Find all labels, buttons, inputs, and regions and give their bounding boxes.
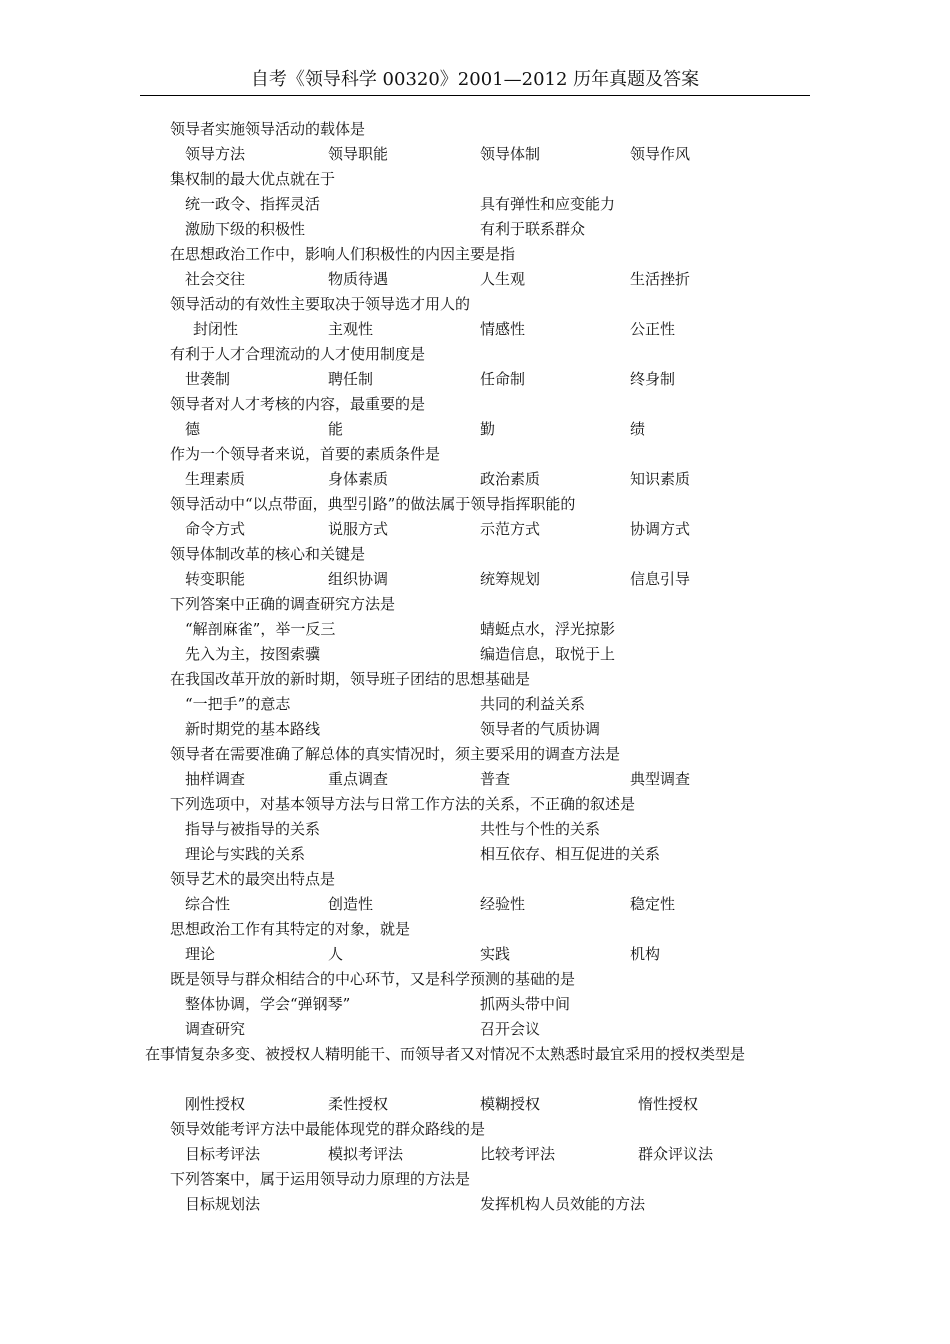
option-row: [0, 417, 950, 442]
question-stem: 既是领导与群众相结合的中心环节，又是科学预测的基础的是: [170, 970, 576, 988]
option-text: 刚性授权: [185, 1095, 246, 1113]
question-stem: 在思想政治工作中，影响人们积极性的内因主要是指: [170, 245, 516, 263]
option-row: [0, 517, 950, 542]
question-stem: 作为一个领导者来说，首要的素质条件是: [170, 445, 441, 463]
option-text: 调查研究: [185, 1020, 246, 1038]
option-row: [0, 942, 950, 967]
option-text: “解剖麻雀”，举一反三: [185, 620, 336, 638]
option-text: 抽样调查: [185, 770, 246, 788]
option-text: 公正性: [630, 320, 676, 338]
question-stem: 集权制的最大优点就在于: [170, 170, 336, 188]
option-text: 人: [328, 945, 344, 963]
option-row: [0, 817, 950, 842]
option-text: 说服方式: [328, 520, 389, 538]
option-row: [0, 892, 950, 917]
option-text: 有利于联系群众: [480, 220, 586, 238]
option-row: [0, 692, 950, 717]
option-text: 政治素质: [480, 470, 541, 488]
option-text: 生理素质: [185, 470, 246, 488]
option-text: 统筹规划: [480, 570, 541, 588]
question-stem: 领导活动的有效性主要取决于领导选才用人的: [170, 295, 471, 313]
option-text: 领导方法: [185, 145, 246, 163]
option-text: 机构: [630, 945, 661, 963]
option-text: 理论: [185, 945, 216, 963]
question-stem: 领导效能考评方法中最能体现党的群众路线的是: [170, 1120, 486, 1138]
option-text: 转变职能: [185, 570, 246, 588]
option-text: 稳定性: [630, 895, 676, 913]
option-row: [0, 192, 950, 217]
option-text: 指导与被指导的关系: [185, 820, 321, 838]
option-text: 领导体制: [480, 145, 541, 163]
option-row: [0, 842, 950, 867]
option-text: 经验性: [480, 895, 526, 913]
option-text: 模糊授权: [480, 1095, 541, 1113]
option-text: 目标规划法: [185, 1195, 261, 1213]
option-row: [0, 267, 950, 292]
option-text: 主观性: [328, 320, 374, 338]
option-text: 勤: [480, 420, 496, 438]
question-stem: 领导艺术的最突出特点是: [170, 870, 336, 888]
question-stem: 在我国改革开放的新时期，领导班子团结的思想基础是: [170, 670, 531, 688]
option-text: 德: [185, 420, 201, 438]
option-text: 绩: [630, 420, 646, 438]
question-stem: 下列选项中，对基本领导方法与日常工作方法的关系，不正确的叙述是: [170, 795, 636, 813]
option-text: 任命制: [480, 370, 526, 388]
question-stem: 领导者实施领导活动的载体是: [170, 120, 366, 138]
option-text: 惰性授权: [638, 1095, 699, 1113]
option-text: 情感性: [480, 320, 526, 338]
question-stem: 领导体制改革的核心和关键是: [170, 545, 366, 563]
question-stem: 思想政治工作有其特定的对象，就是: [170, 920, 411, 938]
option-text: 社会交往: [185, 270, 246, 288]
question-stem: 领导者在需要准确了解总体的真实情况时，须主要采用的调查方法是: [170, 745, 621, 763]
option-text: 统一政令、指挥灵活: [185, 195, 321, 213]
option-text: 领导职能: [328, 145, 389, 163]
option-text: 重点调查: [328, 770, 389, 788]
question-stem: 领导者对人才考核的内容，最重要的是: [170, 395, 426, 413]
option-text: 理论与实践的关系: [185, 845, 306, 863]
option-row: [0, 367, 950, 392]
option-text: “一把手”的意志: [185, 695, 291, 713]
option-text: 协调方式: [630, 520, 691, 538]
option-text: 聘任制: [328, 370, 374, 388]
option-text: 示范方式: [480, 520, 541, 538]
question-stem: 下列答案中，属于运用领导动力原理的方法是: [170, 1170, 471, 1188]
option-row: [0, 992, 950, 1017]
option-text: 生活挫折: [630, 270, 691, 288]
question-list: [0, 117, 950, 1217]
option-text: 身体素质: [328, 470, 389, 488]
option-row: [0, 767, 950, 792]
option-text: 能: [328, 420, 344, 438]
option-row: [0, 1092, 950, 1117]
option-text: 组织协调: [328, 570, 389, 588]
option-row: [0, 567, 950, 592]
option-text: 蜻蜓点水，浮光掠影: [480, 620, 616, 638]
option-row: [0, 317, 950, 342]
option-row: [0, 467, 950, 492]
option-text: 先入为主，按图索骥: [185, 645, 321, 663]
option-text: 共性与个性的关系: [480, 820, 601, 838]
option-text: 抓两头带中间: [480, 995, 571, 1013]
option-text: 人生观: [480, 270, 526, 288]
option-text: 群众评议法: [638, 1145, 714, 1163]
option-text: 整体协调，学会“弹钢琴”: [185, 995, 351, 1013]
option-text: 终身制: [630, 370, 676, 388]
option-text: 柔性授权: [328, 1095, 389, 1113]
option-row: [0, 1142, 950, 1167]
question-stem: 在事情复杂多变、被授权人精明能干、而领导者又对情况不太熟悉时最宜采用的授权类型是: [145, 1045, 746, 1063]
option-text: 目标考评法: [185, 1145, 261, 1163]
option-row: [0, 217, 950, 242]
option-text: 命令方式: [185, 520, 246, 538]
option-row: [0, 1017, 950, 1042]
option-text: 创造性: [328, 895, 374, 913]
header-rule: [140, 95, 810, 96]
option-text: 比较考评法: [480, 1145, 556, 1163]
page-header-title: 自考《领导科学 00320》2001—2012 历年真题及答案: [250, 69, 700, 90]
option-text: 共同的利益关系: [480, 695, 586, 713]
option-text: 领导者的气质协调: [480, 720, 601, 738]
question-stem: 下列答案中正确的调查研究方法是: [170, 595, 396, 613]
option-text: 封闭性: [193, 320, 239, 338]
option-text: 综合性: [185, 895, 231, 913]
option-text: 新时期党的基本路线: [185, 720, 321, 738]
option-text: 领导作风: [630, 145, 691, 163]
option-text: 实践: [480, 945, 511, 963]
question-stem: 有利于人才合理流动的人才使用制度是: [170, 345, 426, 363]
option-text: 发挥机构人员效能的方法: [480, 1195, 646, 1213]
option-text: 相互依存、相互促进的关系: [480, 845, 661, 863]
option-row: [0, 142, 950, 167]
option-text: 知识素质: [630, 470, 691, 488]
option-text: 模拟考评法: [328, 1145, 404, 1163]
option-text: 编造信息，取悦于上: [480, 645, 616, 663]
option-text: 典型调查: [630, 770, 691, 788]
option-row: [0, 1192, 950, 1217]
option-text: 世袭制: [185, 370, 231, 388]
option-text: 普查: [480, 770, 511, 788]
option-text: 激励下级的积极性: [185, 220, 306, 238]
option-row: [0, 717, 950, 742]
option-text: 具有弹性和应变能力: [480, 195, 616, 213]
option-row: [0, 642, 950, 667]
option-text: 召开会议: [480, 1020, 541, 1038]
option-text: 信息引导: [630, 570, 691, 588]
question-stem: 领导活动中“以点带面，典型引路”的做法属于领导指挥职能的: [170, 495, 576, 513]
option-row: [0, 617, 950, 642]
option-text: 物质待遇: [328, 270, 389, 288]
